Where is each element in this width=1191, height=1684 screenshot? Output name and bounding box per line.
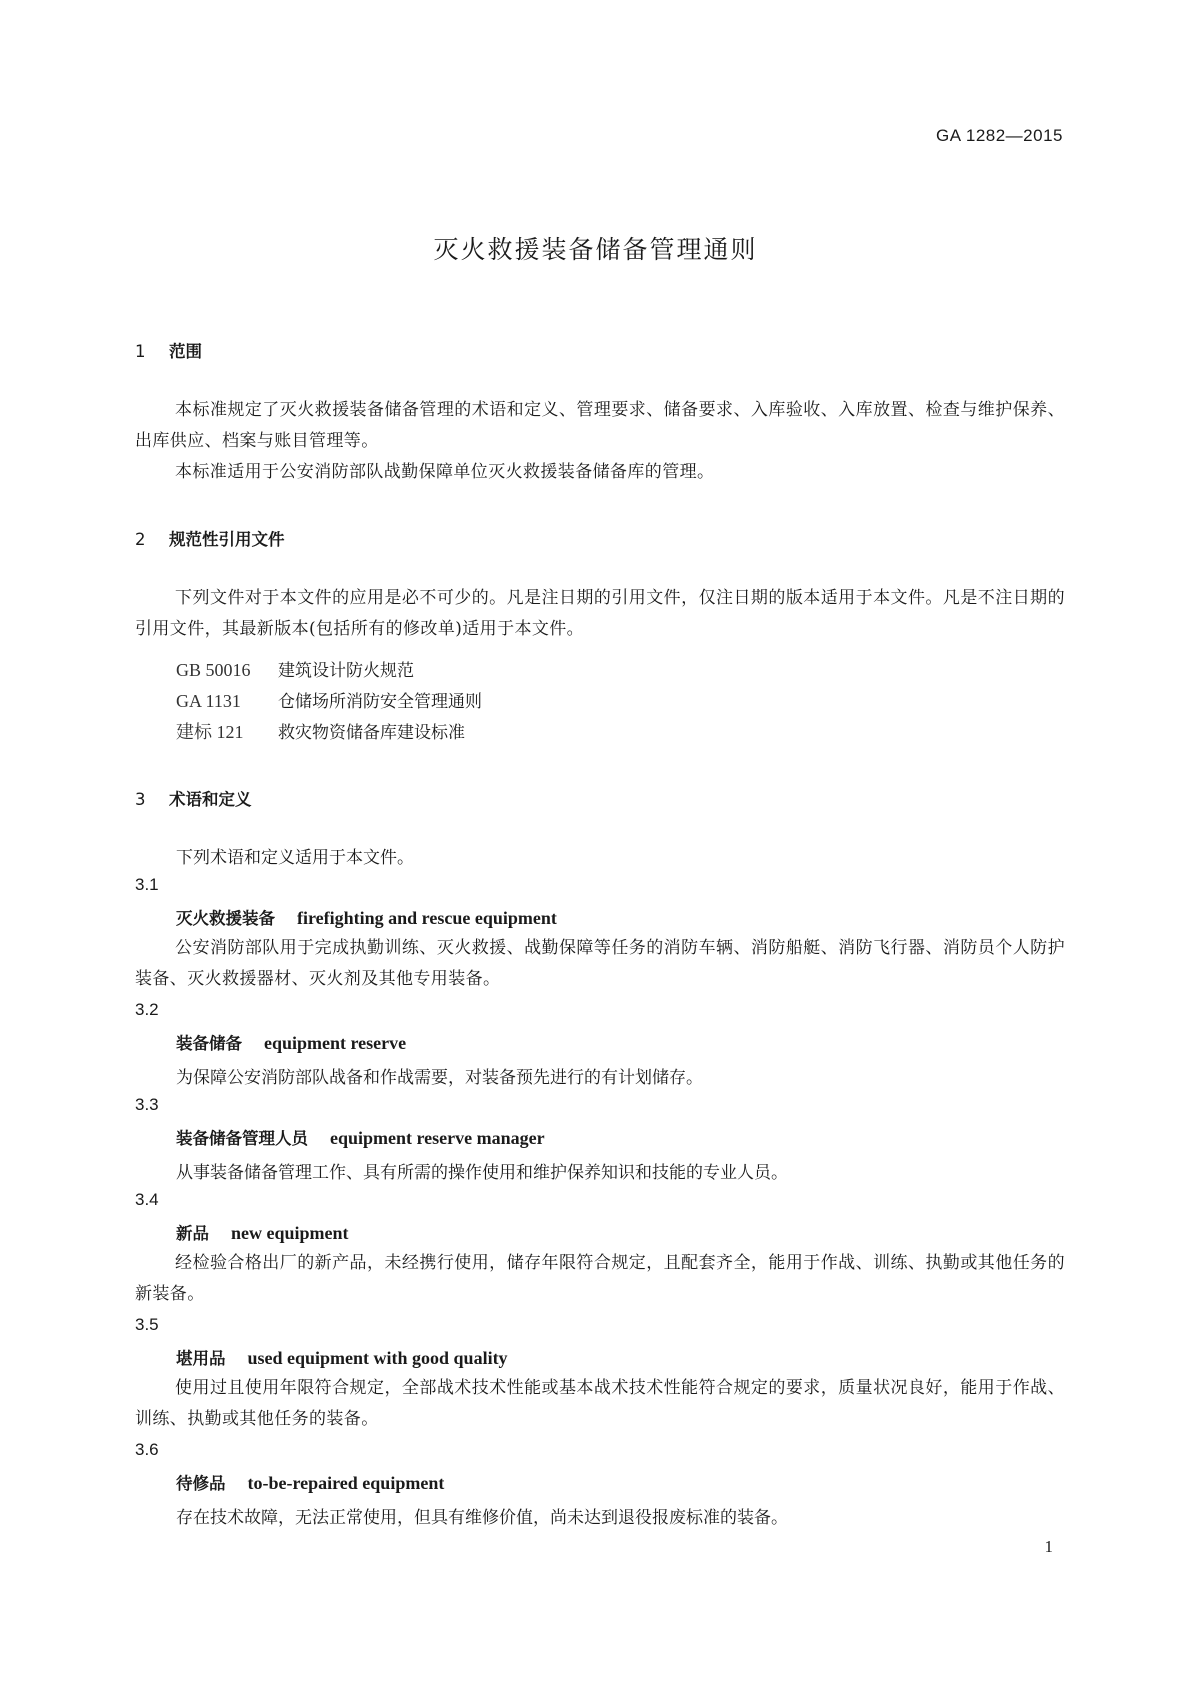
standard-number: GA 1282—2015 <box>936 126 1063 145</box>
term-entry: 待修品 to-be-repaired equipment <box>176 1473 445 1493</box>
term-definition: 公安消防部队用于完成执勤训练、灭火救援、战勤保障等任务的消防车辆、消防船艇、消防飞行器、消防员个人防护装备、灭火救援器材、灭火剂及其他专用装备。 <box>135 938 1065 989</box>
term-definition: 使用过且使用年限符合规定，全部战术技术性能或基本战术技术性能符合规定的要求，质量状况良好，能用于作战、训练、执勤或其他任务的装备。 <box>135 1378 1065 1429</box>
term-entry: 堪用品 used equipment with good quality <box>176 1348 508 1368</box>
terms-intro: 下列术语和定义适用于本文件。 <box>176 848 414 868</box>
scope-paragraph-2: 本标准适用于公安消防部队战勤保障单位灭火救援装备储备库的管理。 <box>175 462 715 482</box>
section-title: 术语和定义 <box>169 790 252 809</box>
normative-references-paragraph: 下列文件对于本文件的应用是必不可少的。凡是注日期的引用文件，仅注日期的版本适用于本文件。凡是不注日期的引用文件，其最新版本(包括所有的修改单)适用于本文件。 <box>135 588 1065 639</box>
term-definition: 存在技术故障，无法正常使用，但具有维修价值，尚未达到退役报废标准的装备。 <box>176 1508 788 1528</box>
document-title: 灭火救援装备储备管理通则 <box>433 235 758 264</box>
term-entry: 灭火救援装备 firefighting and rescue equipment <box>176 908 557 928</box>
term-definition: 为保障公安消防部队战备和作战需要，对装备预先进行的有计划储存。 <box>176 1068 703 1088</box>
section-number: 1 <box>135 342 146 361</box>
term-entry: 新品 new equipment <box>176 1223 349 1243</box>
term-definition: 经检验合格出厂的新产品，未经携行使用，储存年限符合规定，且配套齐全，能用于作战、训练、执勤或其他任务的新装备。 <box>135 1253 1065 1304</box>
section-1-heading <box>135 338 202 362</box>
reference-item: GA 1131 仓储场所消防安全管理通则 <box>176 691 482 712</box>
section-title: 范围 <box>169 342 202 361</box>
scope-paragraph-1: 本标准规定了灭火救援装备储备管理的术语和定义、管理要求、储备要求、入库验收、入库放置、检查与维护保养、出库供应、档案与账目管理等。 <box>135 400 1065 451</box>
section-3-heading <box>135 786 252 810</box>
clause-number: 3.5 <box>135 1315 159 1334</box>
section-number: 2 <box>135 530 146 549</box>
section-title: 规范性引用文件 <box>169 530 285 549</box>
clause-number: 3.6 <box>135 1440 159 1459</box>
term-entry: 装备储备管理人员 equipment reserve manager <box>176 1128 545 1148</box>
page-number: 1 <box>1044 1537 1053 1556</box>
term-definition: 从事装备储备管理工作、具有所需的操作使用和维护保养知识和技能的专业人员。 <box>176 1163 788 1183</box>
section-number: 3 <box>135 790 146 809</box>
reference-item: 建标 121 救灾物资储备库建设标准 <box>176 722 465 743</box>
term-entry: 装备储备 equipment reserve <box>176 1033 407 1053</box>
clause-number: 3.2 <box>135 1000 159 1019</box>
clause-number: 3.4 <box>135 1190 159 1209</box>
clause-number: 3.3 <box>135 1095 159 1114</box>
reference-item: GB 50016 建筑设计防火规范 <box>176 660 414 681</box>
clause-number: 3.1 <box>135 875 159 894</box>
section-2-heading <box>135 526 285 550</box>
